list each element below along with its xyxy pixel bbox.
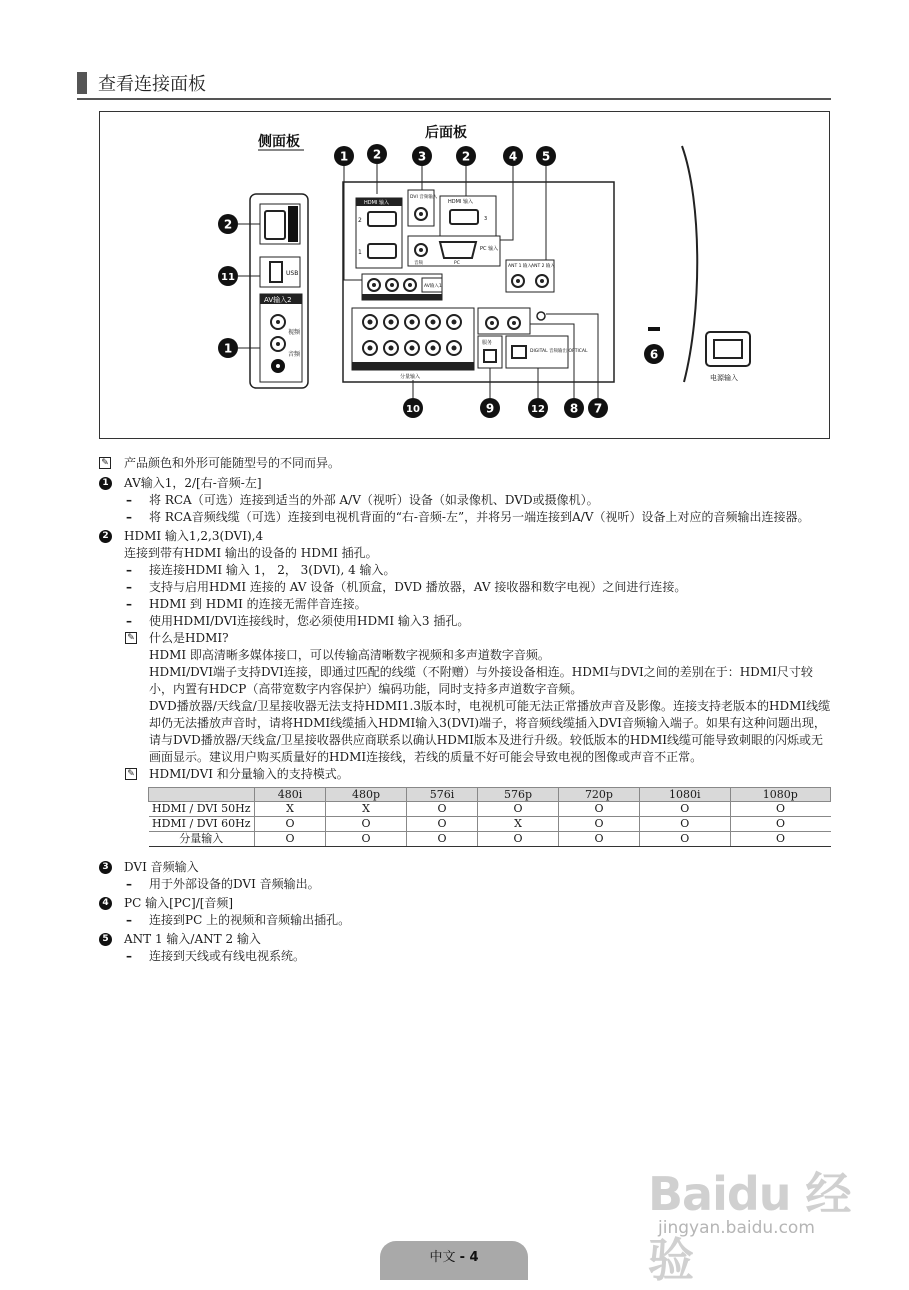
section-title: 查看连接面板 xyxy=(98,74,206,95)
item-ant-bullet-1: – 连接到天线或有线电视系统。 xyxy=(99,948,834,965)
svg-text:2: 2 xyxy=(223,217,233,232)
svg-text:9: 9 xyxy=(485,401,495,416)
table-cell: HDMI / DVI 60Hz xyxy=(149,817,255,832)
number-icon: 2 xyxy=(99,530,112,543)
svg-text:3: 3 xyxy=(417,149,427,164)
hdmi-para-1: HDMI 即高清晰多媒体接口，可以传输高清晰数字视频和多声道数字音频。 xyxy=(149,648,550,662)
item-av-bullet-2: – 将 RCA音频线缆（可选）连接到电视机背面的“右-音频-左”，并将另一端连接到A/V（视听）设备上对应的音频输出连接器。 xyxy=(99,509,834,526)
side-panel-label: 侧面板 xyxy=(258,134,300,150)
modes-note: ✎ HDMI/DVI 和分量输入的支持模式。 xyxy=(99,766,834,783)
item-pc-title: PC 输入[PC]/[音频] xyxy=(124,896,234,910)
table-cell: O xyxy=(255,832,326,847)
table-cell: O xyxy=(407,802,478,817)
side-usb-port xyxy=(270,262,282,282)
table-cell: O xyxy=(559,802,640,817)
callout-top-5 xyxy=(536,146,556,166)
svg-text:5: 5 xyxy=(541,149,551,164)
callout-bottom-7 xyxy=(588,398,608,418)
note-icon: ✎ xyxy=(99,457,111,469)
rear-hdmi-label-right: HDMI 输入 xyxy=(448,199,473,205)
table-cell: 分量输入 xyxy=(149,832,255,847)
svg-text:7: 7 xyxy=(593,401,603,416)
hdmi-para-2: HDMI/DVI端子支持DVI连接，即通过匹配的线缆（不附赠）与外接设备相连。HDMI与DVI之间的差别在于：HDMI尺寸较小，内置有HDCP（高带宽数字内容保护）编码功能，同时支持多声道数字音频。 xyxy=(149,665,813,696)
table-header: 480p xyxy=(326,788,407,802)
callout-side-2 xyxy=(218,214,238,234)
title-marker xyxy=(77,72,87,94)
table-header: 480i xyxy=(255,788,326,802)
page-number-tab xyxy=(380,1241,528,1280)
table-cell: O xyxy=(730,817,830,832)
table-cell: O xyxy=(407,817,478,832)
table-cell: O xyxy=(730,832,830,847)
item-av-title: AV输入1，2/[右-音频-左] xyxy=(124,476,262,490)
svg-text:1: 1 xyxy=(358,249,362,256)
callout-bottom-9 xyxy=(480,398,500,418)
item-hdmi-bullet-4: – 使用HDMI/DVI连接线时，您必须使用HDMI 输入3 插孔。 xyxy=(99,613,834,630)
rear-pc-label: PC xyxy=(454,261,460,266)
table-row xyxy=(149,817,831,832)
power-inlet xyxy=(706,332,750,366)
rear-ant2-label: ANT 2 输入 xyxy=(531,264,555,269)
note-icon: ✎ xyxy=(125,632,137,644)
table-cell: X xyxy=(255,802,326,817)
item-dvi-title: DVI 音频输入 xyxy=(124,860,199,874)
callout-top-4 xyxy=(503,146,523,166)
table-row xyxy=(149,832,831,847)
table-cell: O xyxy=(559,832,640,847)
item-dvi xyxy=(99,859,834,876)
item-hdmi-bullet-3: – HDMI 到 HDMI 的连接无需伴音连接。 xyxy=(99,596,834,613)
item-hdmi-bullet-1: – 接连接HDMI 输入 1， 2， 3(DVI), 4 输入。 xyxy=(99,562,834,579)
item-hdmi xyxy=(99,528,834,545)
number-icon: 4 xyxy=(99,897,112,910)
callout-bottom-10 xyxy=(403,398,423,418)
rear-hdmi-port-2 xyxy=(368,212,396,226)
manual-body xyxy=(99,455,834,965)
callout-side-11 xyxy=(218,266,238,286)
rear-optical-label: DIGITAL 音频输出 OPTICAL xyxy=(530,349,588,354)
tv-edge-curve xyxy=(682,146,697,382)
svg-text:10: 10 xyxy=(406,404,420,415)
rear-hdmi-label-left: HDMI 输入 xyxy=(364,200,389,206)
svg-text:2: 2 xyxy=(372,147,382,162)
item-ant xyxy=(99,931,834,948)
item-pc xyxy=(99,895,834,912)
side-video-label: 视频 xyxy=(288,329,301,336)
note-icon: ✎ xyxy=(125,768,137,780)
item-hdmi-title: HDMI 输入1,2,3(DVI),4 xyxy=(124,529,264,543)
rear-service-label: 服务 xyxy=(482,340,493,346)
table-cell: O xyxy=(639,817,730,832)
rear-optical-port xyxy=(512,346,526,358)
rear-av1-label: AV输入1 xyxy=(424,284,442,289)
table-cell: O xyxy=(478,832,559,847)
table-cell: O xyxy=(639,832,730,847)
svg-text:11: 11 xyxy=(221,272,235,283)
side-av-label: AV输入2 xyxy=(264,296,292,304)
table-row xyxy=(149,802,831,817)
svg-text:6: 6 xyxy=(649,347,659,362)
table-cell: O xyxy=(559,817,640,832)
table-cell: O xyxy=(478,802,559,817)
side-hdmi-port xyxy=(265,211,285,239)
rear-ant1-label: ANT 1 输入 xyxy=(508,264,532,269)
number-icon: 1 xyxy=(99,477,112,490)
rear-pc-audio-label: 音频 xyxy=(414,261,423,266)
hdmi-para-3: DVD播放器/天线盒/卫星接收器无法支持HDMI1.3版本时，电视机可能无法正常播放声音及影像。连接支持老版本的HDMI线缆却仍无法播放声音时，请将HDMI线缆插入HDMI输入3(DVI)端子，将音频线缆插入DVI音频输入端子。如果有这种问题出现，请与DVD播放器/天线盒/卫星接收器供应商联系以确认HDMI版本及进行升级。较低版本的HDMI线缆可能导致刺眼的闪烁或无画面显示。建议用户购买质量好的HDMI连接线，若线的质量不好可能会导致电视的图像或声音不正常。 xyxy=(149,699,831,764)
rear-panel-label: 后面板 xyxy=(425,125,467,141)
connection-panel-figure xyxy=(99,111,830,439)
table-cell: O xyxy=(639,802,730,817)
rear-pc-in-label: PC 输入 xyxy=(480,246,499,252)
rear-component-jacks xyxy=(363,315,461,355)
item-hdmi-desc: 连接到带有HDMI 输出的设备的 HDMI 插孔。 xyxy=(124,546,378,560)
watermark-logo: Baidu 经验 xyxy=(648,1167,851,1287)
side-audio-label: 音频 xyxy=(288,351,301,358)
callout-top-1 xyxy=(334,146,354,166)
item-av xyxy=(99,475,834,492)
svg-text:2: 2 xyxy=(461,149,471,164)
svg-text:8: 8 xyxy=(569,401,579,416)
number-icon: 3 xyxy=(99,861,112,874)
rear-vga-port xyxy=(440,242,476,258)
table-header: 720p xyxy=(559,788,640,802)
rear-hdmi-port-3 xyxy=(450,210,478,224)
footer-page: - 4 xyxy=(459,1250,479,1265)
number-icon: 5 xyxy=(99,933,112,946)
callout-6 xyxy=(644,344,664,364)
callout-bottom-8 xyxy=(564,398,584,418)
callout-top-2a xyxy=(367,144,387,164)
callout-bottom-12 xyxy=(528,398,548,418)
svg-text:12: 12 xyxy=(531,404,545,415)
table-header xyxy=(149,788,255,802)
footer-language: 中文 xyxy=(429,1250,456,1265)
item-dvi-bullet-1: – 用于外部设备的DVI 音频输出。 xyxy=(99,876,834,893)
svg-text:4: 4 xyxy=(508,149,518,164)
watermark-site: jingyan.baidu.com xyxy=(658,1218,815,1238)
table-header: 1080i xyxy=(639,788,730,802)
general-note: ✎ 产品颜色和外形可能随型号的不同而异。 xyxy=(99,455,834,473)
power-label: 电源输入 xyxy=(710,374,738,382)
what-is-hdmi-note: ✎ 什么是HDMI? xyxy=(99,630,834,647)
table-cell: X xyxy=(478,817,559,832)
item-av-bullet-1: – 将 RCA（可选）连接到适当的外部 A/V（视听）设备（如录像机、DVD或摄像机）。 xyxy=(99,492,834,509)
table-cell: O xyxy=(730,802,830,817)
item-hdmi-bullet-2: – 支持与启用HDMI 连接的 AV 设备（机顶盒，DVD 播放器，AV 接收器和数字电视）之间进行连接。 xyxy=(99,579,834,596)
svg-text:1: 1 xyxy=(339,149,349,164)
supported-modes-table xyxy=(148,787,831,847)
baidu-watermark xyxy=(640,1140,880,1287)
item-ant-title: ANT 1 输入/ANT 2 输入 xyxy=(124,932,261,946)
side-usb-label: USB xyxy=(286,270,299,277)
callout-top-2b xyxy=(456,146,476,166)
rear-headphone-jack xyxy=(537,312,545,320)
table-cell: O xyxy=(407,832,478,847)
svg-text:2: 2 xyxy=(358,217,362,224)
callout-top-3 xyxy=(412,146,432,166)
rear-service-port xyxy=(484,350,496,362)
section-title-bar xyxy=(77,70,831,100)
table-cell: HDMI / DVI 50Hz xyxy=(149,802,255,817)
table-header: 1080p xyxy=(730,788,830,802)
table-header: 576i xyxy=(407,788,478,802)
table-header-row xyxy=(149,788,831,802)
table-cell: O xyxy=(326,817,407,832)
rear-component-label: 分量输入 xyxy=(400,374,421,380)
table-cell: O xyxy=(255,817,326,832)
item-pc-bullet-1: – 连接到PC 上的视频和音频输出插孔。 xyxy=(99,912,834,929)
table-cell: X xyxy=(326,802,407,817)
table-cell: O xyxy=(326,832,407,847)
svg-text:3: 3 xyxy=(484,216,488,222)
table-header: 576p xyxy=(478,788,559,802)
rear-hdmi-port-1 xyxy=(368,244,396,258)
rear-dvi-audio-label: DVI 音频输入 xyxy=(410,195,438,200)
callout-side-1 xyxy=(218,338,238,358)
svg-text:1: 1 xyxy=(223,341,233,356)
